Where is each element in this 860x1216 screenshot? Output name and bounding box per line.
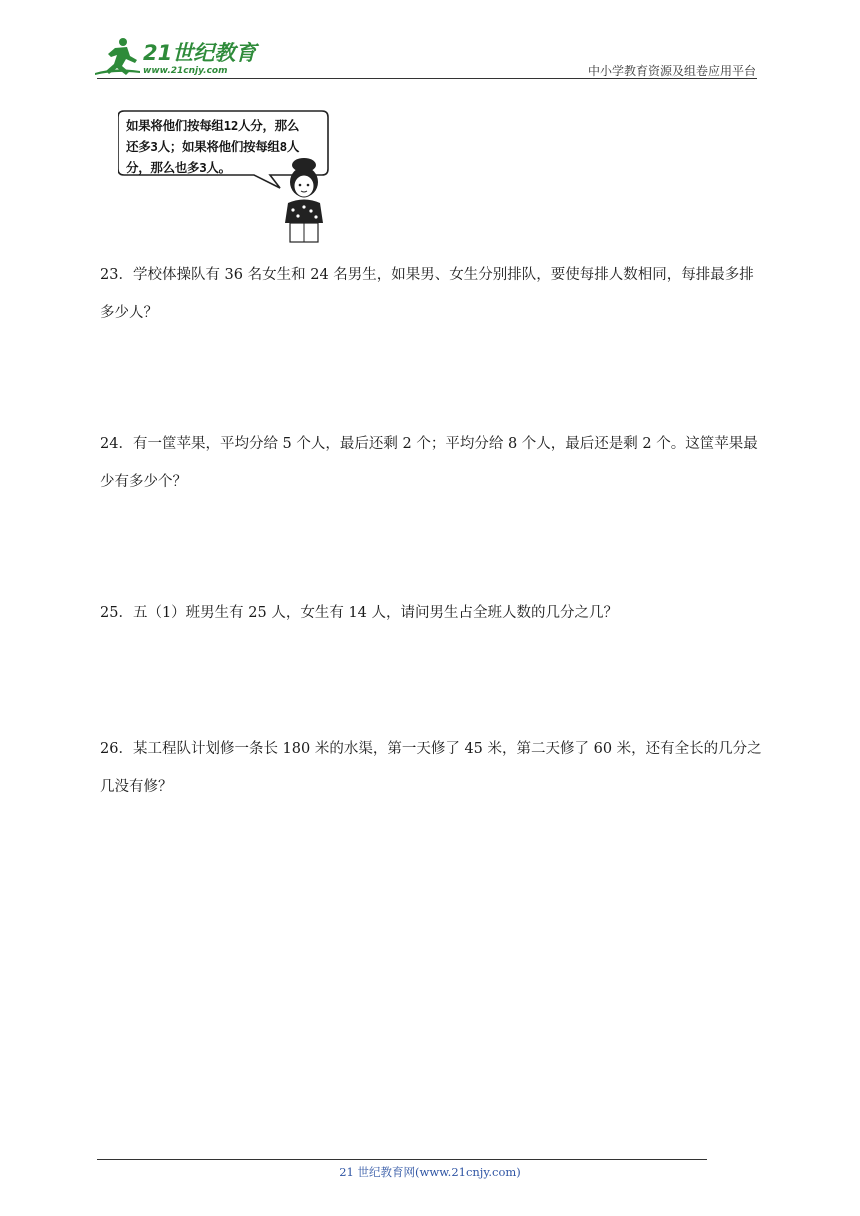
question-23 — [100, 256, 762, 332]
page-header — [0, 0, 860, 80]
footer-link[interactable]: 21 世纪教育网(www.21cnjy.com) — [339, 1165, 521, 1179]
question-25 — [100, 594, 762, 632]
logo-main: 21世纪教育 — [143, 41, 257, 65]
speech-line: 如果将他们按每组12人分，那么 — [126, 118, 300, 133]
runner-icon — [95, 38, 140, 75]
logo — [95, 36, 265, 80]
question-text: 五（1）班男生有 25 人，女生有 14 人，请问男生占全班人数的几分之几？ — [132, 605, 619, 621]
speech-line: 还多3人；如果将他们按每组8人 — [126, 139, 300, 154]
speech-line: 分，那么也多3人。 — [126, 160, 231, 175]
header-divider — [97, 78, 757, 79]
speech-illustration — [118, 110, 338, 245]
platform-label: 中小学教育资源及组卷应用平台 — [587, 64, 756, 78]
logo-url: www.21cnjy.com — [143, 66, 228, 76]
footer-divider — [97, 1159, 707, 1160]
question-number: 23． — [100, 267, 133, 283]
question-24 — [100, 425, 762, 501]
question-text: 有一筐苹果，平均分给 5 个人，最后还剩 2 个；平均分给 8 个人，最后还是剩 2 个。这筐苹果最少有多少个？ — [100, 436, 758, 490]
question-26 — [100, 730, 762, 806]
question-number: 26． — [100, 741, 133, 757]
speech-text — [126, 115, 326, 178]
question-text: 某工程队计划修一条长 180 米的水渠，第一天修了 45 米，第二天修了 60 米，还有全长的几分之几没有修？ — [100, 741, 762, 795]
question-number: 25． — [100, 605, 133, 621]
question-text: 学校体操队有 36 名女生和 24 名男生，如果男、女生分别排队，要使每排人数相同，每排最多排多少人？ — [100, 267, 754, 321]
question-number: 24． — [100, 436, 133, 452]
